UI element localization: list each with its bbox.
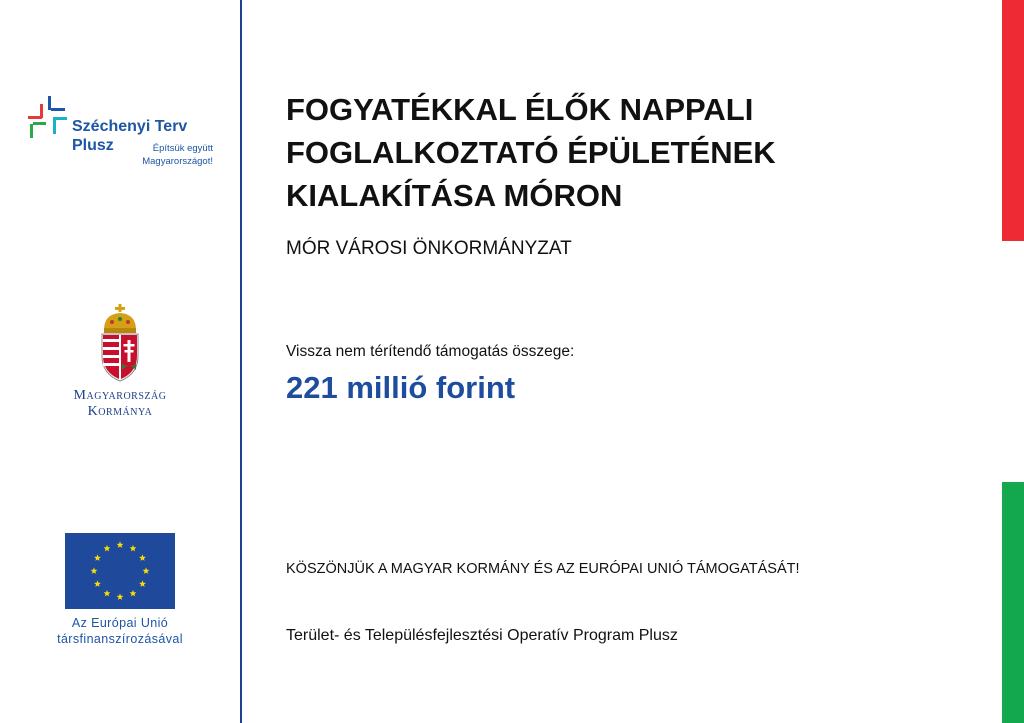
szechenyi-cross-icon <box>28 96 72 140</box>
sidebar-logos <box>0 0 240 723</box>
government-line-2: Kormánya <box>87 404 153 419</box>
eu-line-1: Az Európai Unió <box>71 616 169 630</box>
program-name: Terület- és Településfejlesztési Operatív Program Plusz <box>286 627 678 644</box>
szechenyi-tagline-2: Magyarországot! <box>142 156 213 167</box>
hungarian-coat-of-arms-icon <box>98 304 142 382</box>
eu-flag-icon <box>65 533 175 609</box>
eu-line-2: társfinanszírozásával <box>57 632 183 646</box>
eu-logo <box>20 533 220 647</box>
project-title-line-3: KIALAKÍTÁSA MÓRON <box>286 178 623 213</box>
government-logo <box>40 304 200 420</box>
eu-text <box>20 615 220 647</box>
szechenyi-tagline-1: Építsük együtt <box>152 143 213 154</box>
sidebar-divider <box>240 0 242 723</box>
government-line-1: Magyarország <box>73 388 167 403</box>
grant-amount-label: Vissza nem térítendő támogatás összege: <box>286 343 575 360</box>
project-title-line-2: FOGLALKOZTATÓ ÉPÜLETÉNEK <box>286 135 776 170</box>
szechenyi-tagline <box>131 142 213 168</box>
szechenyi-plus: Plusz <box>72 137 114 154</box>
main-content <box>286 0 976 723</box>
flag-stripe-green <box>1002 482 1024 723</box>
project-title-line-1: FOGYATÉKKAL ÉLŐK NAPPALI <box>286 92 754 127</box>
grant-amount-value: 221 millió forint <box>286 370 516 405</box>
szechenyi-terv-logo <box>28 96 228 176</box>
beneficiary-name: MÓR VÁROSI ÖNKORMÁNYZAT <box>286 238 572 259</box>
government-text <box>40 388 200 420</box>
project-title <box>286 88 926 217</box>
thanks-text: KÖSZÖNJÜK A MAGYAR KORMÁNY ÉS AZ EURÓPAI UNIÓ TÁMOGATÁSÁT! <box>286 561 800 577</box>
flag-stripe-red <box>1002 0 1024 241</box>
szechenyi-title: Széchenyi Terv <box>72 118 188 135</box>
